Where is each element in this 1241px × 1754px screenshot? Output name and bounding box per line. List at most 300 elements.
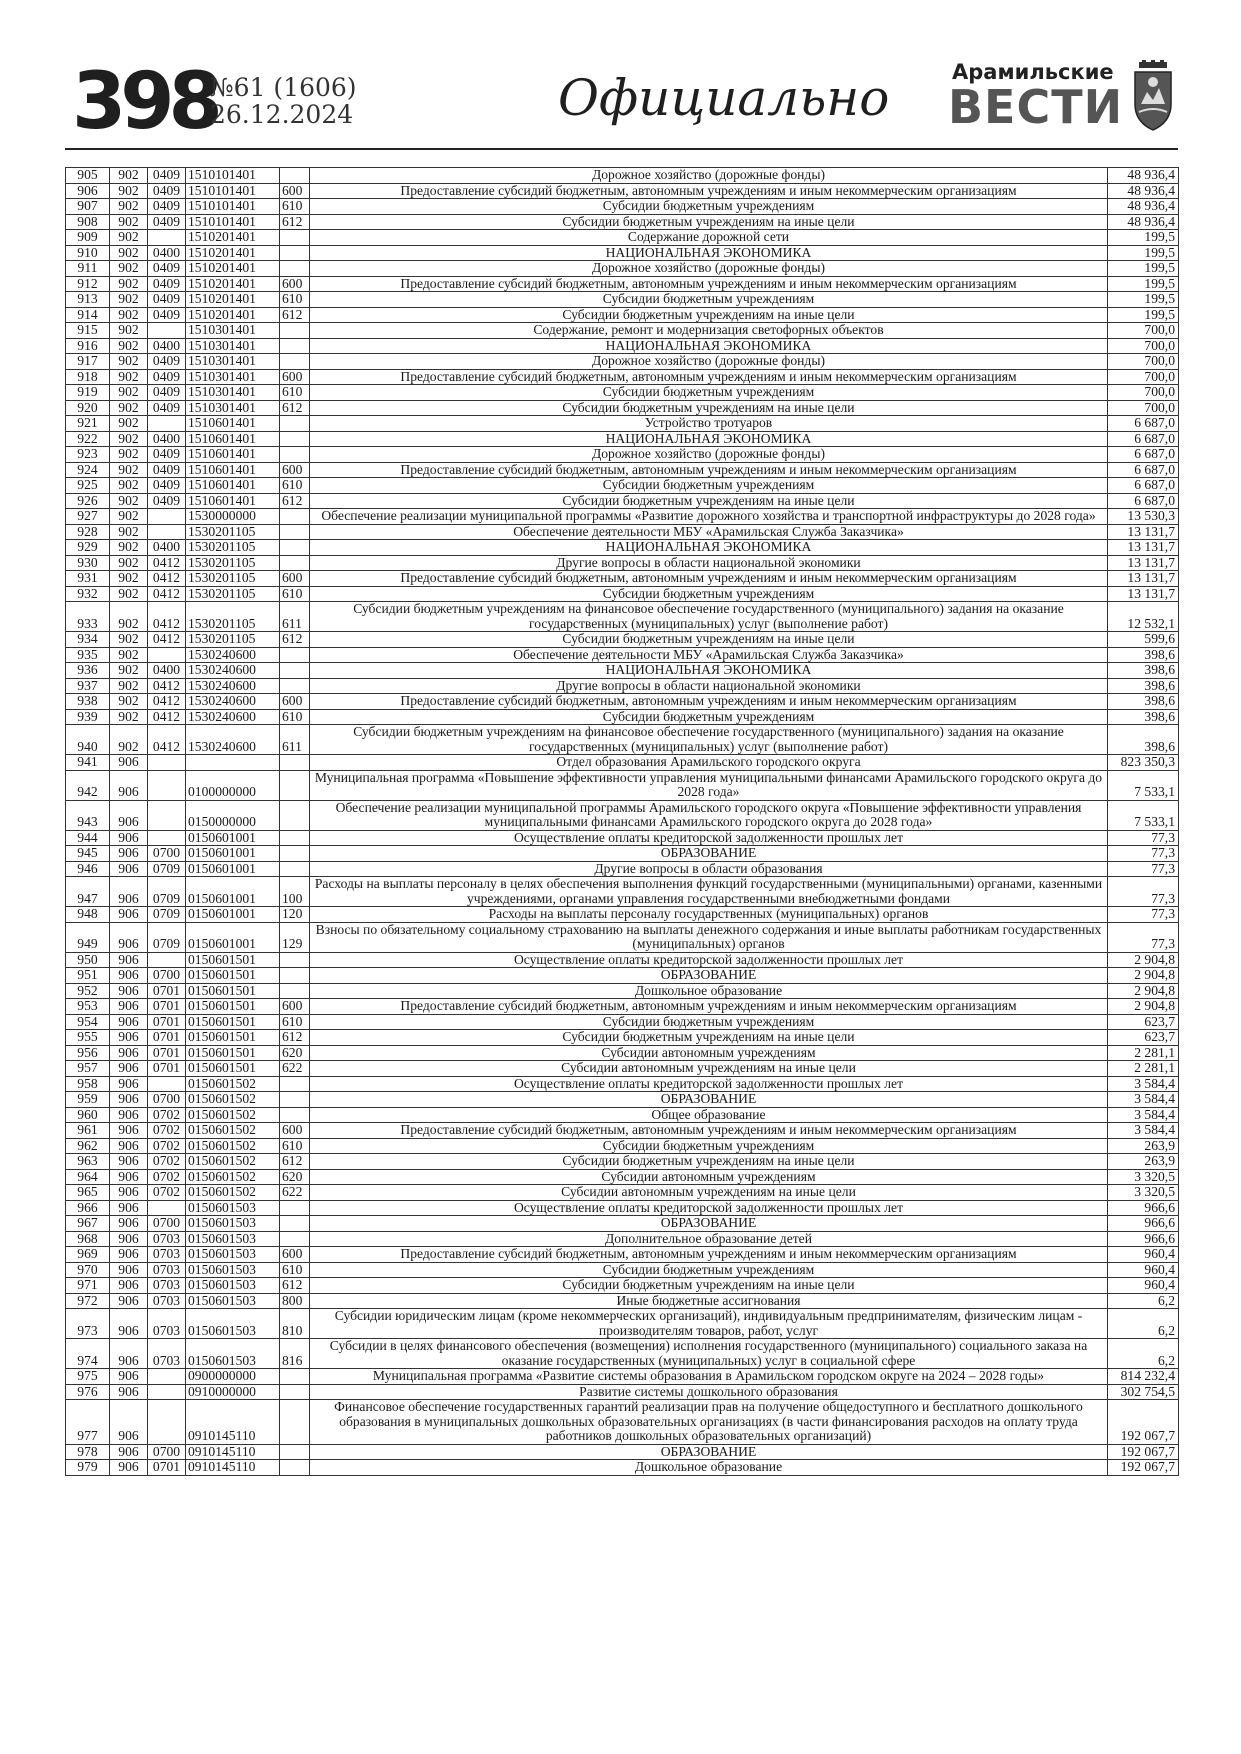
section-code — [148, 755, 186, 771]
target-code: 1530240600 — [186, 663, 280, 679]
row-number: 926 — [66, 493, 110, 509]
row-number: 962 — [66, 1138, 110, 1154]
row-description: Иные бюджетные ассигнования — [310, 1293, 1108, 1309]
admin-code: 906 — [110, 1138, 148, 1154]
table-row — [66, 1369, 1179, 1385]
table-row — [66, 1247, 1179, 1263]
table-row — [66, 385, 1179, 401]
section-code: 0409 — [148, 261, 186, 277]
expense-type — [280, 952, 310, 968]
row-description: ОБРАЗОВАНИЕ — [310, 1444, 1108, 1460]
row-amount: 77,3 — [1108, 830, 1179, 846]
row-description: Субсидии бюджетным учреждениям на иные цели — [310, 307, 1108, 323]
row-amount: 199,5 — [1108, 276, 1179, 292]
header-rule — [65, 148, 1178, 150]
admin-code: 902 — [110, 602, 148, 632]
row-description: Дошкольное образование — [310, 983, 1108, 999]
admin-code: 902 — [110, 307, 148, 323]
row-description: Устройство тротуаров — [310, 416, 1108, 432]
section-code: 0709 — [148, 922, 186, 952]
table-row — [66, 509, 1179, 525]
row-amount: 2 904,8 — [1108, 968, 1179, 984]
expense-type — [280, 1107, 310, 1123]
row-amount: 6 687,0 — [1108, 493, 1179, 509]
row-number: 963 — [66, 1154, 110, 1170]
row-description: Другие вопросы в области образования — [310, 861, 1108, 877]
row-number: 936 — [66, 663, 110, 679]
expense-type — [280, 1092, 310, 1108]
row-description: Субсидии бюджетным учреждениям — [310, 1262, 1108, 1278]
row-number: 957 — [66, 1061, 110, 1077]
row-description: Содержание, ремонт и модернизация светофорных объектов — [310, 323, 1108, 339]
admin-code: 906 — [110, 770, 148, 800]
row-number: 979 — [66, 1460, 110, 1476]
row-description: Субсидии бюджетным учреждениям — [310, 1014, 1108, 1030]
row-number: 954 — [66, 1014, 110, 1030]
expense-type — [280, 983, 310, 999]
expense-type: 600 — [280, 999, 310, 1015]
admin-code: 902 — [110, 555, 148, 571]
admin-code: 902 — [110, 694, 148, 710]
row-number: 905 — [66, 168, 110, 184]
row-description: Предоставление субсидий бюджетным, автономным учреждениям и иным некоммерческим организациям — [310, 1123, 1108, 1139]
row-number: 953 — [66, 999, 110, 1015]
row-description: Субсидии автономным учреждениям — [310, 1045, 1108, 1061]
admin-code: 902 — [110, 586, 148, 602]
expense-type — [280, 830, 310, 846]
row-description: Другие вопросы в области национальной экономики — [310, 678, 1108, 694]
expense-type: 600 — [280, 1247, 310, 1263]
admin-code: 906 — [110, 1107, 148, 1123]
admin-code: 902 — [110, 632, 148, 648]
target-code: 0150601503 — [186, 1309, 280, 1339]
row-number: 943 — [66, 800, 110, 830]
section-code: 0412 — [148, 632, 186, 648]
target-code: 0150601501 — [186, 999, 280, 1015]
row-amount: 302 754,5 — [1108, 1384, 1179, 1400]
row-description: Субсидии бюджетным учреждениям на иные цели — [310, 493, 1108, 509]
admin-code: 906 — [110, 1154, 148, 1170]
section-code — [148, 800, 186, 830]
table-row — [66, 755, 1179, 771]
row-amount: 960,4 — [1108, 1262, 1179, 1278]
table-row — [66, 694, 1179, 710]
target-code: 0150601503 — [186, 1262, 280, 1278]
row-number: 920 — [66, 400, 110, 416]
row-amount: 77,3 — [1108, 922, 1179, 952]
expense-type — [280, 261, 310, 277]
admin-code: 906 — [110, 952, 148, 968]
section-code — [148, 770, 186, 800]
table-row — [66, 922, 1179, 952]
expense-type: 612 — [280, 493, 310, 509]
expense-type: 610 — [280, 709, 310, 725]
table-row — [66, 1092, 1179, 1108]
target-code: 0150601503 — [186, 1200, 280, 1216]
row-amount: 2 904,8 — [1108, 983, 1179, 999]
expense-type — [280, 354, 310, 370]
row-number: 956 — [66, 1045, 110, 1061]
row-description: Субсидии бюджетным учреждениям — [310, 385, 1108, 401]
row-amount: 599,6 — [1108, 632, 1179, 648]
admin-code: 902 — [110, 214, 148, 230]
table-row — [66, 1061, 1179, 1077]
row-description: НАЦИОНАЛЬНАЯ ЭКОНОМИКА — [310, 431, 1108, 447]
admin-code: 902 — [110, 183, 148, 199]
admin-code: 906 — [110, 1123, 148, 1139]
row-amount: 263,9 — [1108, 1154, 1179, 1170]
row-description: Общее образование — [310, 1107, 1108, 1123]
target-code: 1510601401 — [186, 478, 280, 494]
expense-type: 600 — [280, 369, 310, 385]
row-number: 955 — [66, 1030, 110, 1046]
admin-code: 906 — [110, 1293, 148, 1309]
expense-type: 610 — [280, 1138, 310, 1154]
target-code: 0150601001 — [186, 861, 280, 877]
row-amount: 3 320,5 — [1108, 1169, 1179, 1185]
row-description: Дошкольное образование — [310, 1460, 1108, 1476]
row-description: Осуществление оплаты кредиторской задолженности прошлых лет — [310, 952, 1108, 968]
admin-code: 902 — [110, 524, 148, 540]
row-amount: 77,3 — [1108, 877, 1179, 907]
target-code: 1530240600 — [186, 694, 280, 710]
row-amount: 700,0 — [1108, 369, 1179, 385]
target-code: 1510201401 — [186, 276, 280, 292]
row-description: Содержание дорожной сети — [310, 230, 1108, 246]
expense-type: 100 — [280, 877, 310, 907]
section-code — [148, 1400, 186, 1445]
row-number: 970 — [66, 1262, 110, 1278]
expense-type: 810 — [280, 1309, 310, 1339]
row-description: Предоставление субсидий бюджетным, автономным учреждениям и иным некоммерческим организациям — [310, 999, 1108, 1015]
target-code: 0150601001 — [186, 922, 280, 952]
row-amount: 199,5 — [1108, 292, 1179, 308]
row-amount: 966,6 — [1108, 1200, 1179, 1216]
row-number: 941 — [66, 755, 110, 771]
section-code: 0400 — [148, 338, 186, 354]
row-description: Субсидии в целях финансового обеспечения (возмещения) исполнения государственного (муниципального) социального заказа на оказание государственных (муниципальных) услуг в социальной сфере — [310, 1339, 1108, 1369]
section-code: 0703 — [148, 1247, 186, 1263]
target-code: 1510601401 — [186, 416, 280, 432]
table-row — [66, 261, 1179, 277]
expense-type — [280, 1200, 310, 1216]
row-amount: 700,0 — [1108, 354, 1179, 370]
admin-code: 902 — [110, 400, 148, 416]
table-row — [66, 1030, 1179, 1046]
expense-type — [280, 678, 310, 694]
row-number: 924 — [66, 462, 110, 478]
section-code — [148, 230, 186, 246]
row-description: ОБРАЗОВАНИЕ — [310, 1092, 1108, 1108]
target-code: 0900000000 — [186, 1369, 280, 1385]
row-amount: 6 687,0 — [1108, 431, 1179, 447]
row-description: Предоставление субсидий бюджетным, автономным учреждениям и иным некоммерческим организациям — [310, 1247, 1108, 1263]
row-description: Дорожное хозяйство (дорожные фонды) — [310, 354, 1108, 370]
expense-type — [280, 968, 310, 984]
admin-code: 906 — [110, 1076, 148, 1092]
section-code: 0700 — [148, 1216, 186, 1232]
target-code: 0150601502 — [186, 1092, 280, 1108]
section-code — [148, 1076, 186, 1092]
admin-code: 906 — [110, 1339, 148, 1369]
row-number: 931 — [66, 571, 110, 587]
row-amount: 199,5 — [1108, 245, 1179, 261]
table-row — [66, 431, 1179, 447]
expense-type: 612 — [280, 1030, 310, 1046]
expense-type — [280, 1369, 310, 1385]
section-code: 0412 — [148, 586, 186, 602]
target-code: 1510601401 — [186, 493, 280, 509]
row-description: Предоставление субсидий бюджетным, автономным учреждениям и иным некоммерческим организациям — [310, 462, 1108, 478]
section-code — [148, 524, 186, 540]
row-amount: 823 350,3 — [1108, 755, 1179, 771]
section-code: 0412 — [148, 555, 186, 571]
target-code: 1510301401 — [186, 338, 280, 354]
row-amount: 6,2 — [1108, 1309, 1179, 1339]
row-description: Обеспечение деятельности МБУ «Арамильская Служба Заказчика» — [310, 524, 1108, 540]
section-code: 0701 — [148, 1061, 186, 1077]
expense-type: 610 — [280, 586, 310, 602]
expense-type: 600 — [280, 276, 310, 292]
expense-type — [280, 770, 310, 800]
target-code: 1510101401 — [186, 183, 280, 199]
target-code: 0150601502 — [186, 1076, 280, 1092]
section-code: 0702 — [148, 1169, 186, 1185]
row-number: 959 — [66, 1092, 110, 1108]
section-code: 0412 — [148, 602, 186, 632]
admin-code: 902 — [110, 540, 148, 556]
table-row — [66, 1231, 1179, 1247]
expense-type — [280, 663, 310, 679]
row-number: 951 — [66, 968, 110, 984]
row-number: 971 — [66, 1278, 110, 1294]
target-code: 1510201401 — [186, 245, 280, 261]
target-code: 0150601502 — [186, 1169, 280, 1185]
row-number: 917 — [66, 354, 110, 370]
section-code: 0701 — [148, 1460, 186, 1476]
row-amount: 199,5 — [1108, 230, 1179, 246]
target-code: 1530240600 — [186, 678, 280, 694]
admin-code: 902 — [110, 323, 148, 339]
admin-code: 906 — [110, 1231, 148, 1247]
section-code: 0709 — [148, 907, 186, 923]
target-code: 0150601502 — [186, 1154, 280, 1170]
admin-code: 906 — [110, 1309, 148, 1339]
row-amount: 13 131,7 — [1108, 555, 1179, 571]
row-amount: 623,7 — [1108, 1014, 1179, 1030]
section-code: 0409 — [148, 168, 186, 184]
expense-type: 610 — [280, 1014, 310, 1030]
admin-code: 906 — [110, 907, 148, 923]
row-number: 907 — [66, 199, 110, 215]
row-number: 976 — [66, 1384, 110, 1400]
target-code: 0150601001 — [186, 877, 280, 907]
admin-code: 906 — [110, 922, 148, 952]
row-amount: 77,3 — [1108, 861, 1179, 877]
target-code: 0150601503 — [186, 1247, 280, 1263]
table-row — [66, 524, 1179, 540]
target-code: 1530000000 — [186, 509, 280, 525]
table-row — [66, 846, 1179, 862]
row-amount: 13 131,7 — [1108, 571, 1179, 587]
section-code: 0409 — [148, 447, 186, 463]
row-number: 932 — [66, 586, 110, 602]
row-number: 977 — [66, 1400, 110, 1445]
target-code: 1510101401 — [186, 199, 280, 215]
section-code: 0700 — [148, 968, 186, 984]
row-description: Предоставление субсидий бюджетным, автономным учреждениям и иным некоммерческим организациям — [310, 571, 1108, 587]
expense-type: 610 — [280, 385, 310, 401]
section-code: 0701 — [148, 1045, 186, 1061]
row-number: 964 — [66, 1169, 110, 1185]
expense-type — [280, 1231, 310, 1247]
section-code: 0701 — [148, 1014, 186, 1030]
section-code: 0703 — [148, 1262, 186, 1278]
target-code: 1510201401 — [186, 230, 280, 246]
row-number: 948 — [66, 907, 110, 923]
expense-type — [280, 1400, 310, 1445]
table-row — [66, 1278, 1179, 1294]
table-row — [66, 1045, 1179, 1061]
admin-code: 902 — [110, 354, 148, 370]
row-number: 921 — [66, 416, 110, 432]
row-amount: 2 904,8 — [1108, 999, 1179, 1015]
target-code: 0150601001 — [186, 830, 280, 846]
section-code: 0709 — [148, 861, 186, 877]
section-code: 0409 — [148, 493, 186, 509]
admin-code: 902 — [110, 168, 148, 184]
row-amount: 263,9 — [1108, 1138, 1179, 1154]
admin-code: 906 — [110, 968, 148, 984]
expense-type — [280, 755, 310, 771]
table-row — [66, 168, 1179, 184]
expense-type — [280, 540, 310, 556]
expense-type — [280, 1444, 310, 1460]
row-amount: 3 584,4 — [1108, 1123, 1179, 1139]
row-number: 916 — [66, 338, 110, 354]
row-number: 960 — [66, 1107, 110, 1123]
section-code — [148, 1200, 186, 1216]
row-number: 912 — [66, 276, 110, 292]
admin-code: 902 — [110, 199, 148, 215]
table-row — [66, 1200, 1179, 1216]
section-code: 0701 — [148, 1030, 186, 1046]
section-code: 0703 — [148, 1293, 186, 1309]
row-description: Обеспечение реализации муниципальной программы «Развитие дорожного хозяйства и транспортной инфраструктуры до 2028 года» — [310, 509, 1108, 525]
row-description: Дорожное хозяйство (дорожные фонды) — [310, 168, 1108, 184]
target-code: 0150000000 — [186, 800, 280, 830]
row-description: ОБРАЗОВАНИЕ — [310, 968, 1108, 984]
section-code — [148, 323, 186, 339]
target-code: 0100000000 — [186, 770, 280, 800]
target-code: 0150601501 — [186, 952, 280, 968]
admin-code: 906 — [110, 1169, 148, 1185]
row-number: 958 — [66, 1076, 110, 1092]
expense-type — [280, 416, 310, 432]
row-description: Взносы по обязательному социальному страхованию на выплаты денежного содержания и иные выплаты работникам государственных (муниципальных) органов — [310, 922, 1108, 952]
admin-code: 902 — [110, 462, 148, 478]
target-code: 1530201105 — [186, 571, 280, 587]
row-description: Другие вопросы в области национальной экономики — [310, 555, 1108, 571]
section-code: 0409 — [148, 292, 186, 308]
row-number: 972 — [66, 1293, 110, 1309]
target-code: 0150601503 — [186, 1231, 280, 1247]
row-description: Субсидии бюджетным учреждениям на иные цели — [310, 1030, 1108, 1046]
row-number: 974 — [66, 1339, 110, 1369]
expense-type — [280, 338, 310, 354]
section-code: 0412 — [148, 694, 186, 710]
section-code: 0412 — [148, 678, 186, 694]
table-row — [66, 830, 1179, 846]
row-description: Субсидии бюджетным учреждениям — [310, 1138, 1108, 1154]
section-code: 0409 — [148, 199, 186, 215]
table-row — [66, 1444, 1179, 1460]
row-description: Субсидии бюджетным учреждениям на иные цели — [310, 1278, 1108, 1294]
table-row — [66, 462, 1179, 478]
brand-name-line1: Арамильские — [952, 60, 1114, 84]
target-code: 0150601502 — [186, 1107, 280, 1123]
table-row — [66, 478, 1179, 494]
target-code: 1510201401 — [186, 292, 280, 308]
admin-code: 902 — [110, 647, 148, 663]
table-row — [66, 1216, 1179, 1232]
table-row — [66, 1384, 1179, 1400]
row-number: 942 — [66, 770, 110, 800]
section-code — [148, 647, 186, 663]
row-number: 909 — [66, 230, 110, 246]
row-number: 939 — [66, 709, 110, 725]
table-row — [66, 199, 1179, 215]
target-code: 0150601503 — [186, 1339, 280, 1369]
row-description: Дорожное хозяйство (дорожные фонды) — [310, 261, 1108, 277]
row-description: Расходы на выплаты персоналу в целях обеспечения выполнения функций государственными (муниципальными) органами, казенными учреждениями, органами управления государственными внебюджетными фондами — [310, 877, 1108, 907]
admin-code: 902 — [110, 276, 148, 292]
row-description: Субсидии бюджетным учреждениям — [310, 586, 1108, 602]
row-amount: 2 904,8 — [1108, 952, 1179, 968]
table-row — [66, 647, 1179, 663]
table-row — [66, 555, 1179, 571]
admin-code: 902 — [110, 478, 148, 494]
expense-type: 622 — [280, 1061, 310, 1077]
section-title: Официально — [558, 69, 890, 127]
row-description: Предоставление субсидий бюджетным, автономным учреждениям и иным некоммерческим организациям — [310, 276, 1108, 292]
row-number: 934 — [66, 632, 110, 648]
admin-code: 902 — [110, 369, 148, 385]
target-code: 1510301401 — [186, 385, 280, 401]
target-code: 0910145110 — [186, 1400, 280, 1445]
section-code: 0709 — [148, 877, 186, 907]
target-code: 1510301401 — [186, 369, 280, 385]
row-description: Муниципальная программа «Развитие системы образования в Арамильском городском округе на 2024 – 2028 годы» — [310, 1369, 1108, 1385]
row-number: 969 — [66, 1247, 110, 1263]
expense-type — [280, 1460, 310, 1476]
target-code: 1510101401 — [186, 168, 280, 184]
admin-code: 906 — [110, 1444, 148, 1460]
row-amount: 700,0 — [1108, 338, 1179, 354]
table-row — [66, 416, 1179, 432]
admin-code: 906 — [110, 1247, 148, 1263]
row-description: Муниципальная программа «Повышение эффективности управления муниципальными финансами Арамильского городского округа до 2028 года» — [310, 770, 1108, 800]
admin-code: 906 — [110, 755, 148, 771]
row-number: 911 — [66, 261, 110, 277]
table-row — [66, 1138, 1179, 1154]
row-amount: 13 530,3 — [1108, 509, 1179, 525]
row-amount: 13 131,7 — [1108, 524, 1179, 540]
row-description: Обеспечение деятельности МБУ «Арамильская Служба Заказчика» — [310, 647, 1108, 663]
admin-code: 902 — [110, 493, 148, 509]
row-description: НАЦИОНАЛЬНАЯ ЭКОНОМИКА — [310, 663, 1108, 679]
target-code: 1530201105 — [186, 632, 280, 648]
